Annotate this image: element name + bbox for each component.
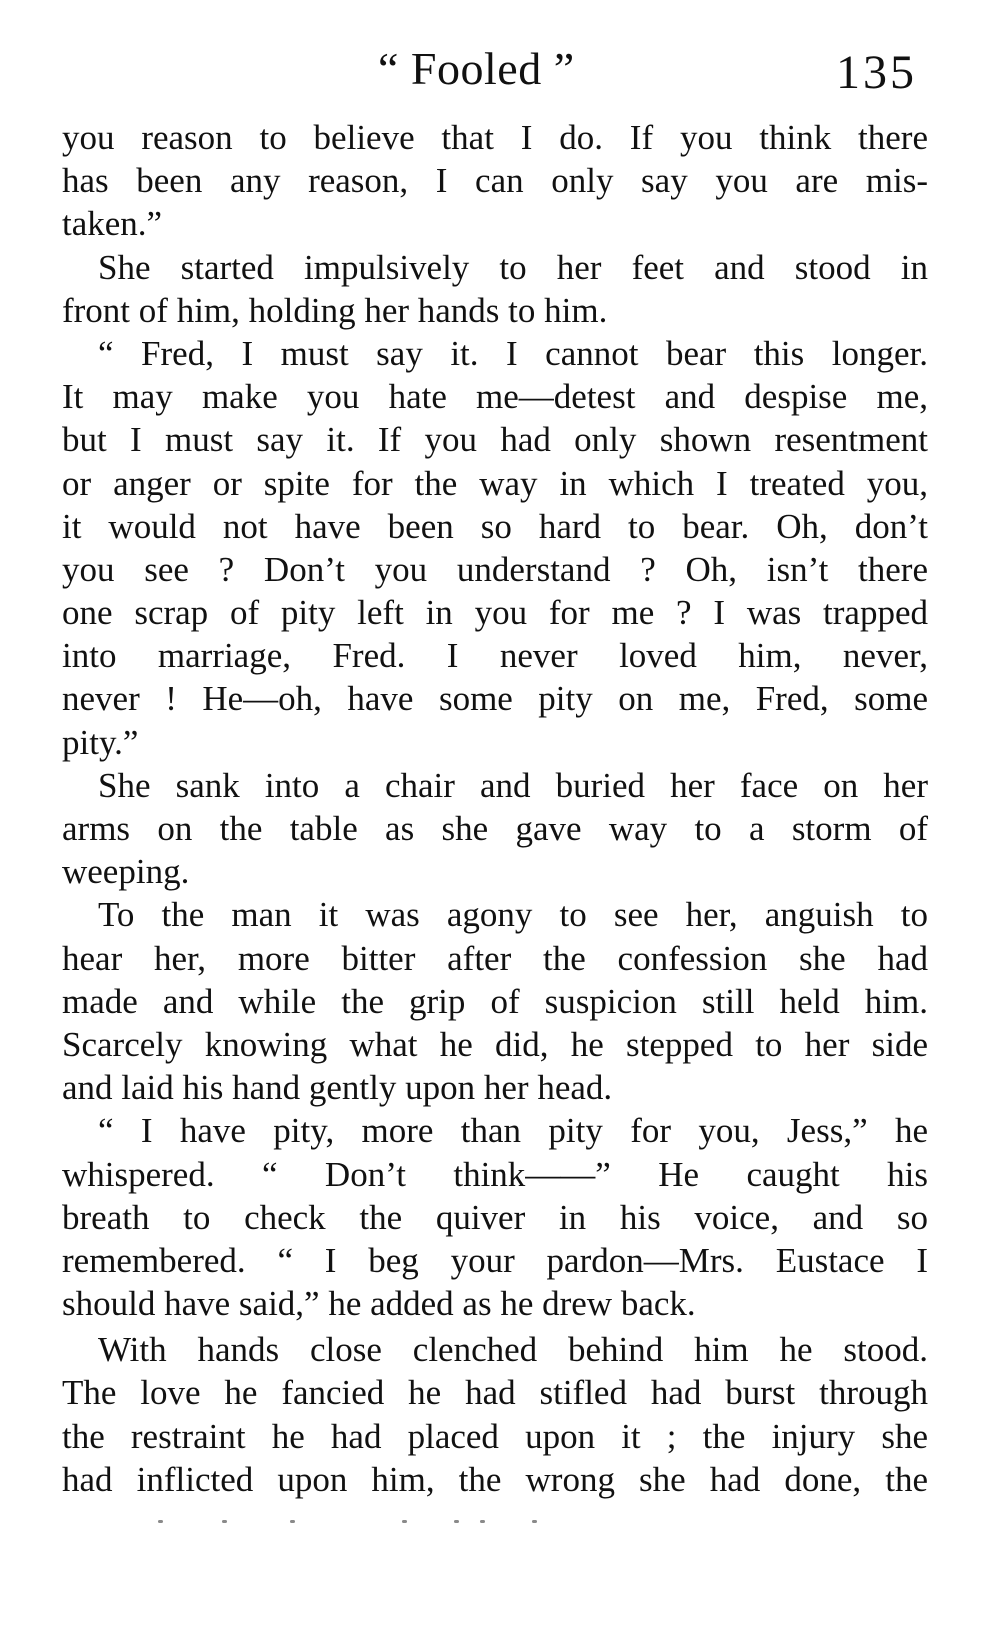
text-line: you see ? Don’t you understand ? Oh, isn’t there — [62, 549, 928, 589]
text-line: “ I have pity, more than pity for you, Jess,” he — [98, 1111, 928, 1151]
text-line: taken.” — [62, 204, 163, 244]
text-line: one scrap of pity left in you for me ? I was trapped — [62, 593, 928, 633]
print-speck — [532, 1520, 537, 1523]
text-line: The love he fancied he had stifled had burst through — [62, 1373, 928, 1413]
text-line: front of him, holding her hands to him. — [62, 290, 608, 330]
text-line: but I must say it. If you had only shown resentment — [62, 420, 928, 460]
text-line: into marriage, Fred. I never loved him, never, — [62, 636, 928, 676]
text-line: With hands close clenched behind him he stood. — [98, 1330, 928, 1370]
text-line: remembered. “ I beg your pardon—Mrs. Eustace I — [62, 1240, 928, 1280]
text-line: or anger or spite for the way in which I treated you, — [62, 463, 928, 503]
running-head — [0, 32, 1000, 102]
text-line: made and while the grip of suspicion still held him. — [62, 981, 928, 1021]
print-speck — [402, 1520, 407, 1523]
print-speck — [454, 1520, 459, 1523]
print-speck — [480, 1520, 485, 1523]
text-line: has been any reason, I can only say you are mis- — [62, 161, 928, 201]
text-line: “ Fred, I must say it. I cannot bear this longer. — [98, 333, 928, 373]
text-line: She sank into a chair and buried her face on her — [98, 765, 928, 805]
cropped-next-line-trace — [62, 1518, 928, 1526]
text-line: whispered. “ Don’t think——” He caught his — [62, 1154, 928, 1194]
text-line: It may make you hate me—detest and despise me, — [62, 377, 928, 417]
text-line: should have said,” he added as he drew back. — [62, 1284, 696, 1324]
text-line: arms on the table as she gave way to a storm of — [62, 809, 928, 848]
print-speck — [158, 1520, 163, 1523]
text-line: To the man it was agony to see her, anguish to — [98, 895, 928, 935]
text-line: you reason to believe that I do. If you think there — [62, 118, 928, 157]
text-line: and laid his hand gently upon her head. — [62, 1068, 613, 1108]
text-line: the restraint he had placed upon it ; the injury she — [62, 1416, 928, 1456]
text-line: She started impulsively to her feet and stood in — [98, 247, 928, 287]
text-line: hear her, more bitter after the confession she had — [62, 938, 928, 978]
text-line: breath to check the quiver in his voice, and so — [62, 1197, 928, 1237]
text-line: pity.” — [62, 722, 139, 762]
text-line: it would not have been so hard to bear. Oh, don’t — [62, 506, 928, 546]
text-line: Scarcely knowing what he did, he stepped to her side — [62, 1024, 928, 1064]
text-line: had inflicted upon him, the wrong she had done, the — [62, 1459, 928, 1499]
running-title: “ Fooled ” — [378, 43, 575, 94]
print-speck — [222, 1520, 227, 1523]
print-speck — [290, 1520, 295, 1523]
body-text — [62, 116, 928, 1501]
page-number: 135 — [836, 46, 917, 99]
text-line: never ! He—oh, have some pity on me, Fred, some — [62, 679, 928, 719]
text-line: weeping. — [62, 852, 190, 892]
